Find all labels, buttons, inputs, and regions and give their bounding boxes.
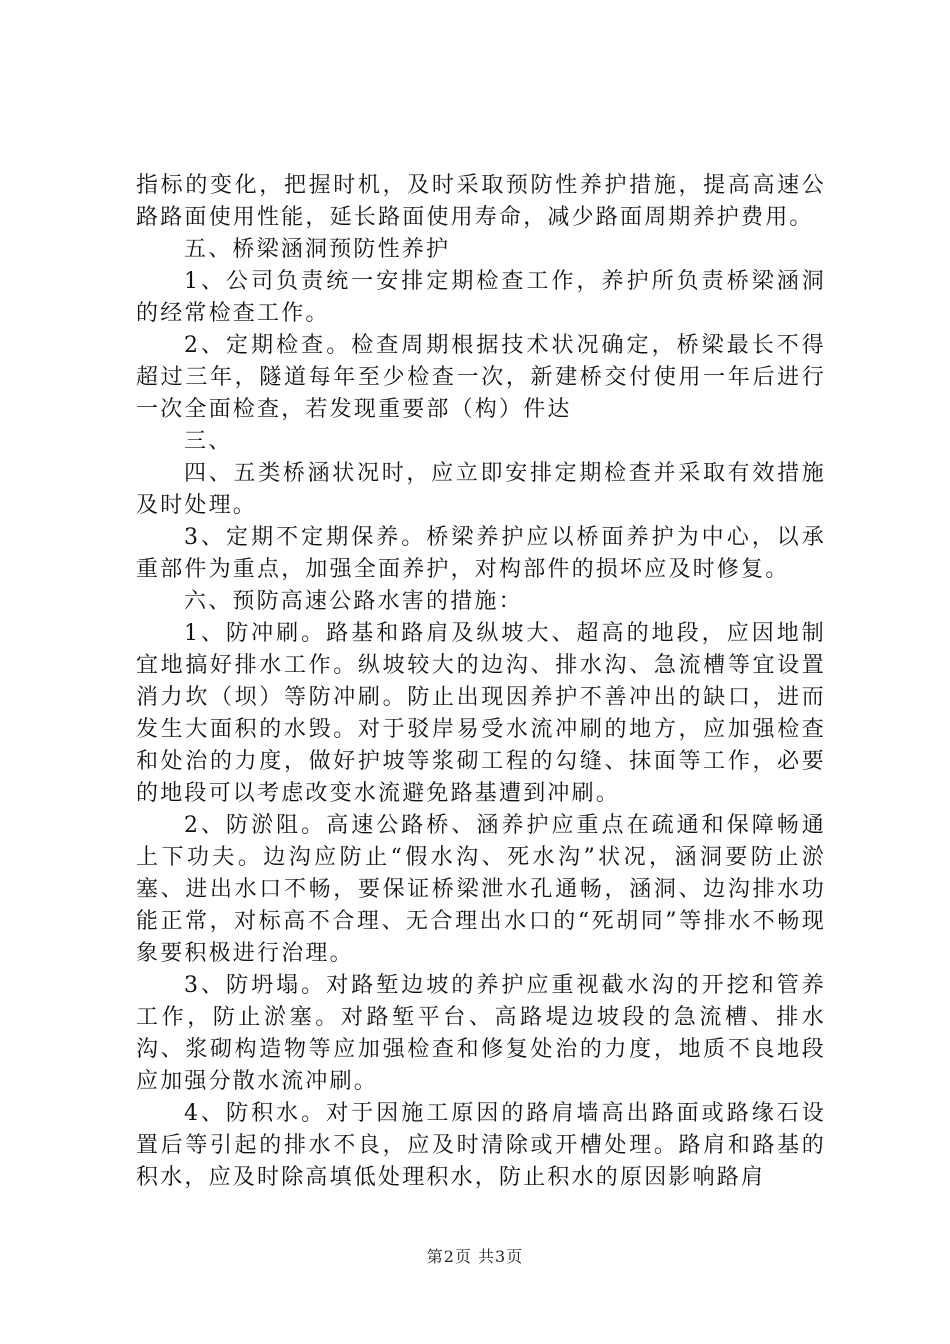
paragraph-item: 3、防坍塌。对路堑边坡的养护应重视截水沟的开挖和管养工作，防止淤塞。对路堑平台、高路堤边坡段的急流槽、排水沟、浆砌构造物等应加强检查和修复处治的力度，地质不良地段应加强分散水流冲刷。: [136, 973, 826, 1094]
paragraph-item: 2、定期检查。检查周期根据技术状况确定，桥梁最长不得超过三年，隧道每年至少检查一次，新建桥交付使用一年后进行一次全面检查，若发现重要部（构）件达: [136, 333, 826, 422]
paragraph-item: 4、防积水。对于因施工原因的路肩墙高出路面或路缘石设置后等引起的排水不良，应及时清除或开槽处理。路肩和路基的积水，应及时除高填低处理积水，防止积水的原因影响路肩: [136, 1101, 826, 1190]
document-body: [136, 170, 826, 1194]
page-footer: 第2页 共3页: [426, 1247, 524, 1266]
section-heading-water-damage: 六、预防高速公路水害的措施：: [184, 589, 523, 614]
paragraph-fragment: 三、: [184, 429, 233, 454]
paragraph-item: 1、公司负责统一安排定期检查工作，养护所负责桥梁涵洞的经常检查工作。: [136, 269, 826, 326]
paragraph-item: 四、五类桥涵状况时，应立即安排定期检查并采取有效措施及时处理。: [136, 461, 826, 518]
paragraph-item: 1、防冲刷。路基和路肩及纵坡大、超高的地段，应因地制宜地搞好排水工作。纵坡较大的边沟、排水沟、急流槽等宜设置消力坎（坝）等防冲刷。防止出现因养护不善冲出的缺口，进而发生大面积的水毁。对于驳岸易受水流冲刷的地方，应加强检查和处治的力度，做好护坡等浆砌工程的勾缝、抹面等工作，必要的地段可以考虑改变水流避免路基遭到冲刷。: [136, 621, 826, 806]
section-heading-bridge-culvert: 五、桥梁涵洞预防性养护: [184, 237, 451, 262]
paragraph-continuation: 指标的变化，把握时机，及时采取预防性养护措施，提高高速公路路面使用性能，延长路面使用寿命，减少路面周期养护费用。: [136, 173, 826, 230]
paragraph-item: 3、定期不定期保养。桥梁养护应以桥面养护为中心，以承重部件为重点，加强全面养护，对构部件的损坏应及时修复。: [136, 525, 826, 582]
paragraph-item: 2、防淤阻。高速公路桥、涵养护应重点在疏通和保障畅通上下功夫。边沟应防止“假水沟、死水沟”状况，涵洞要防止淤塞、进出水口不畅，要保证桥梁泄水孔通畅，涵洞、边沟排水功能正常，对标高不合理、无合理出水口的“死胡同”等排水不畅现象要积极进行治理。: [136, 813, 826, 966]
